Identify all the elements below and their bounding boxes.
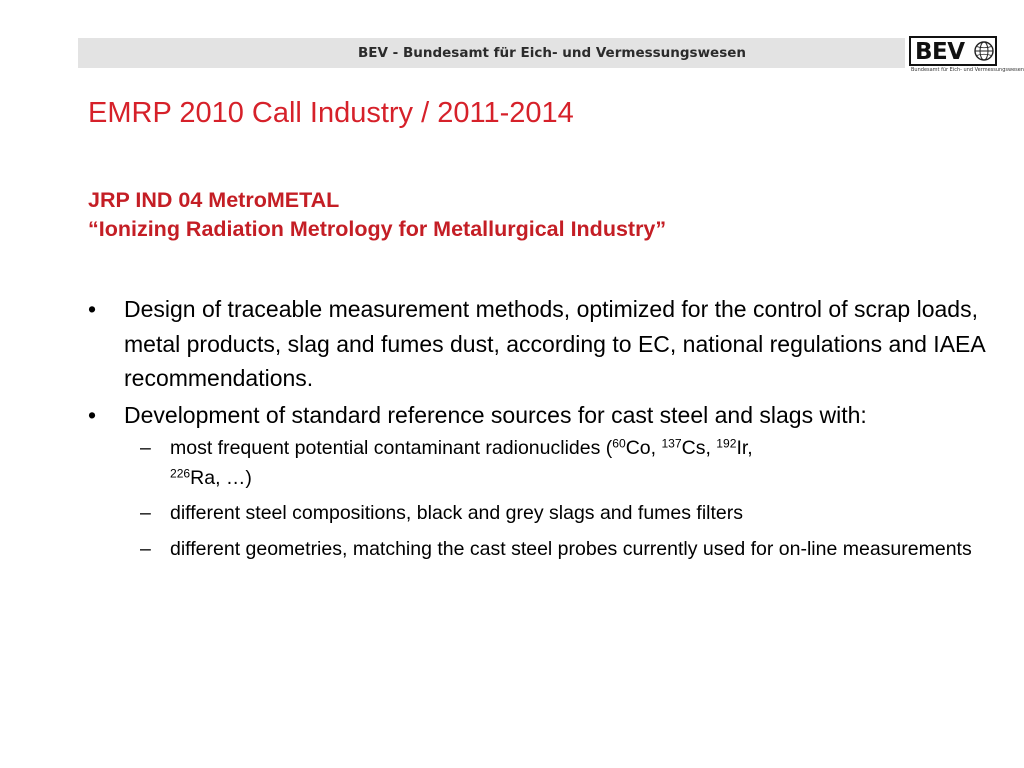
dash-marker: – [140,437,151,459]
bullet-item [88,398,1008,433]
bullet-list [88,292,1008,570]
bullet-text: Design of traceable measurement methods, optimized for the control of scrap loads, metal products, slag and fumes dust, according to EC, national regulations and IAEA recommendations. [124,296,985,391]
bullet-text: Development of standard reference sources for cast steel and slags with: [124,401,867,428]
sub-bullet-text: different steel compositions, black and grey slags and fumes filters [170,502,744,524]
bullet-marker: • [88,296,97,322]
dash-marker: – [140,502,151,524]
institution-name: BEV - Bundesamt für Eich- und Vermessungswesen [358,45,747,61]
logo-box [909,36,997,66]
mass-number: 192 [716,436,737,451]
slide-title: EMRP 2010 Call Industry / 2011-2014 [88,97,574,129]
logo-text: BEV [915,39,965,65]
mass-number: 60 [612,436,626,451]
sub-bullet-item [88,434,1008,493]
globe-icon [974,41,994,61]
sub-bullet-text: most frequent potential contaminant radionuclides ($^{60}$Co, $^{137}$Cs, $^{192}$Ir, $^{226}$Ra, …) [170,436,753,489]
bullet-marker: • [88,401,97,428]
bullet-item [88,292,1008,396]
bev-logo [909,36,1024,76]
project-name: “Ionizing Radiation Metrology for Metallurgical Industry” [88,217,667,241]
header-bar [78,38,905,68]
mass-number: 226 [170,465,191,480]
project-code: JRP IND 04 MetroMETAL [88,188,340,212]
sub-bullet-item [88,535,1008,565]
sub-bullet-text: different geometries, matching the cast steel probes currently used for on-line measurements [170,537,972,560]
slide-subtitle [88,186,666,244]
mass-number: 137 [661,436,682,451]
dash-marker: – [140,537,151,560]
sub-bullet-item [88,499,1008,529]
logo-subtext: Bundesamt für Eich- und Vermessungswesen [911,67,1024,73]
